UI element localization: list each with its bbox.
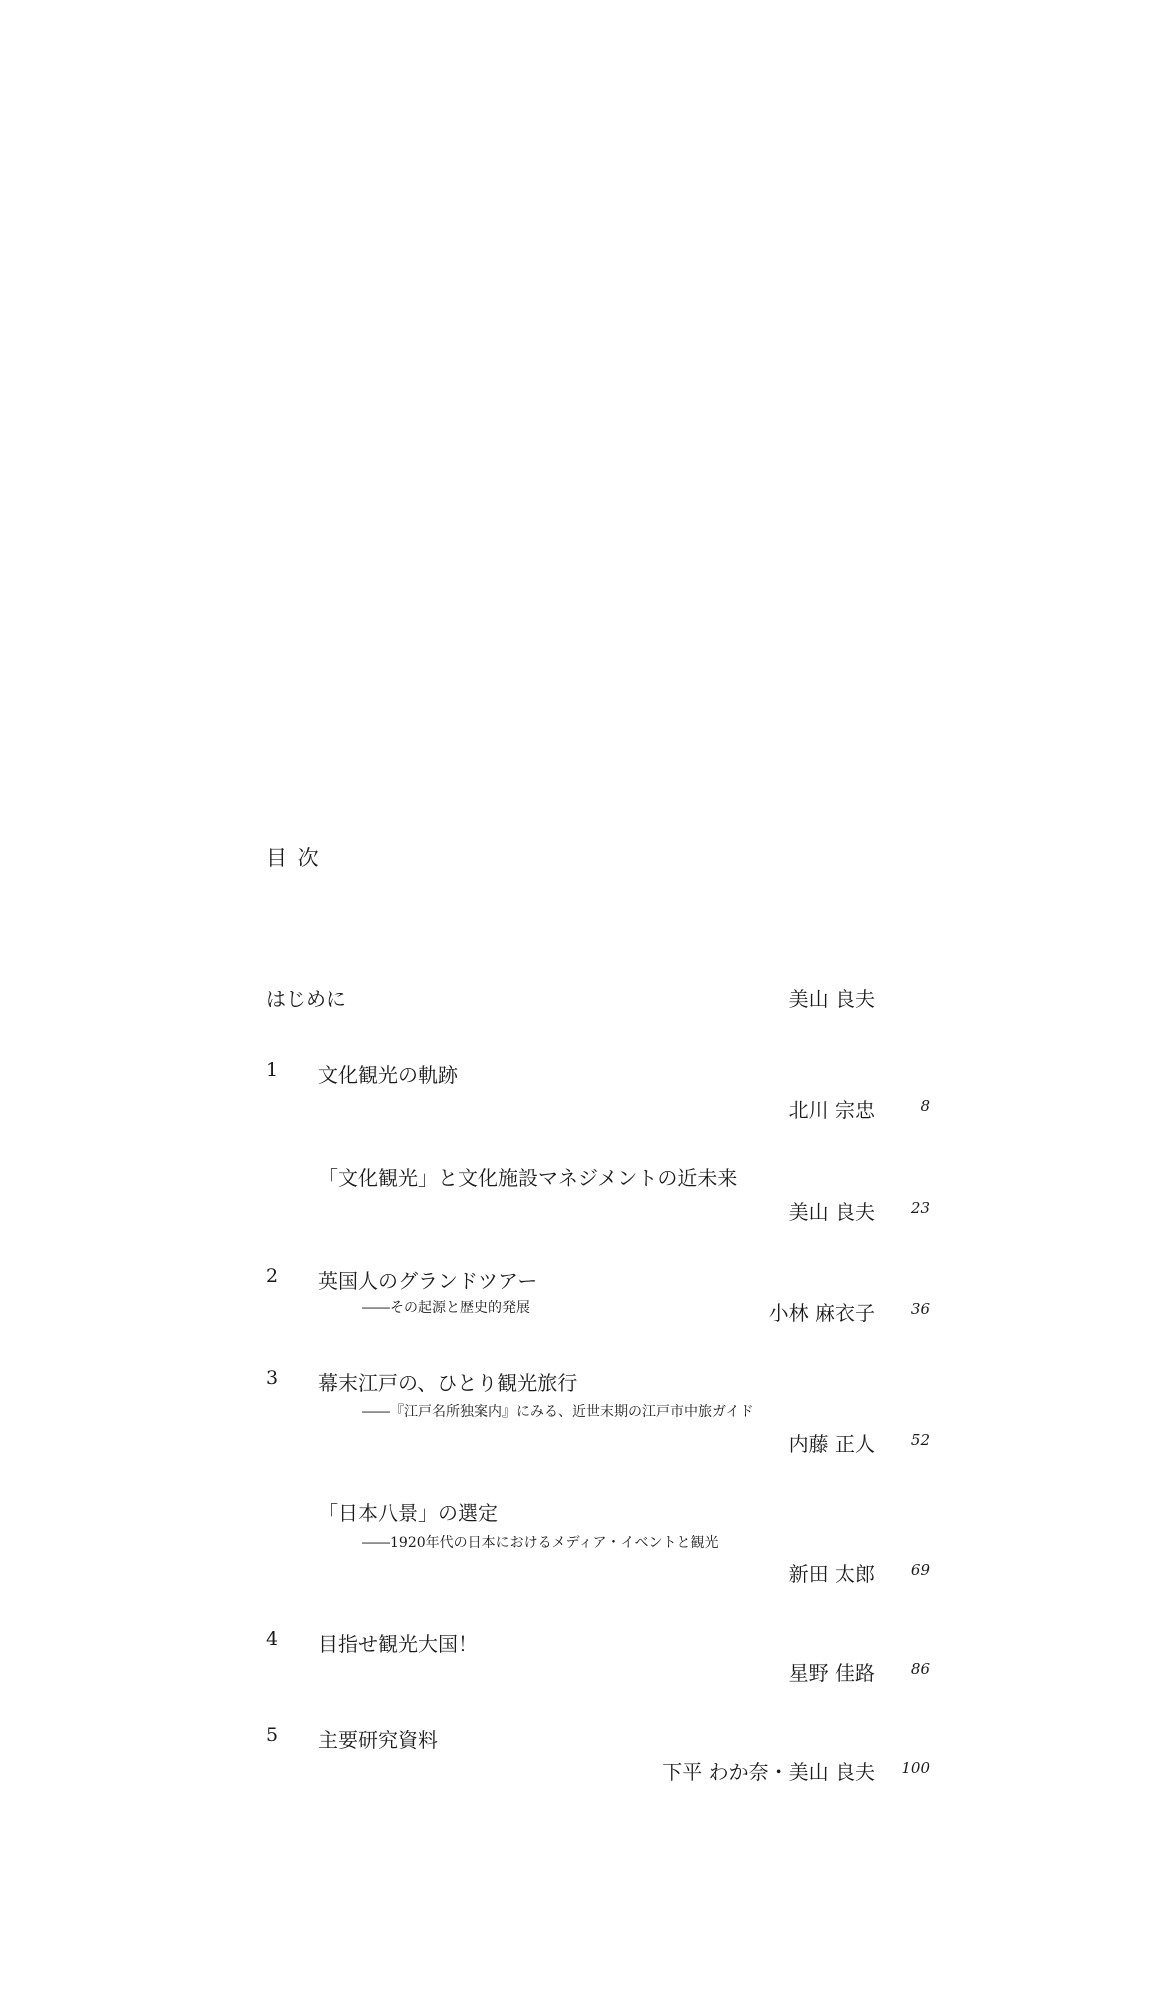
toc-entry-page: 86 <box>910 1660 930 1678</box>
toc-entry-title-row <box>0 1724 1150 1754</box>
toc-entry-author-row <box>0 1558 1150 1588</box>
toc-entry-author: 内藤 正人 <box>788 1432 875 1456</box>
toc-entry-author-row <box>0 1657 1150 1687</box>
toc-entry-page: 69 <box>910 1561 930 1579</box>
toc-entry-title-row <box>0 1162 1150 1192</box>
toc-entry-page: 36 <box>910 1300 930 1318</box>
toc-entry-author: 星野 佳路 <box>788 1661 875 1685</box>
toc-entry-title-row <box>0 1628 1150 1658</box>
toc-entry-author: 北川 宗忠 <box>788 1098 875 1122</box>
toc-entry-title-row <box>0 1367 1150 1397</box>
toc-entry-title: 幕末江戸の、ひとり観光旅行 <box>318 1371 578 1395</box>
toc-entry-number: 3 <box>266 1367 279 1389</box>
toc-entry-subtitle: ――1920年代の日本におけるメディア・イベントと観光 <box>362 1535 719 1551</box>
toc-entry-subtitle-row <box>0 1401 1150 1431</box>
toc-entry-author-row <box>0 1196 1150 1226</box>
toc-entry-author: 下平 わか奈・美山 良夫 <box>662 1760 875 1784</box>
toc-entry-author: 美山 良夫 <box>788 1200 875 1224</box>
toc-entry-number: 1 <box>266 1059 279 1081</box>
toc-entry-title: はじめに <box>266 987 346 1011</box>
toc-entry-page: 23 <box>910 1199 930 1217</box>
toc-entry-author: 美山 良夫 <box>788 987 875 1011</box>
toc-entry-number: 4 <box>266 1628 279 1650</box>
toc-entry-subtitle: ――その起源と歴史的発展 <box>362 1300 530 1316</box>
toc-entry-page: 8 <box>920 1097 930 1115</box>
toc-entry-title: 文化観光の軌跡 <box>318 1063 458 1087</box>
toc-entry-page: 52 <box>910 1431 930 1449</box>
toc-entry-number: 5 <box>266 1724 279 1746</box>
toc-entry-author: 小林 麻衣子 <box>768 1301 875 1325</box>
toc-entry-number: 2 <box>266 1265 279 1287</box>
toc-entry-subtitle: ――『江戸名所独案内』にみる、近世末期の江戸市中旅ガイド <box>362 1404 754 1420</box>
toc-entry-title: 主要研究資料 <box>318 1728 438 1752</box>
toc-entry-subtitle-author-row <box>0 1297 1150 1327</box>
toc-entry-title-row <box>0 1265 1150 1295</box>
toc-entry-title-row <box>0 1497 1150 1527</box>
toc-intro-row <box>0 983 1150 1013</box>
toc-heading: 目 次 <box>266 846 321 870</box>
toc-entry-author-row <box>0 1094 1150 1124</box>
toc-entry-title-row <box>0 1059 1150 1089</box>
toc-entry-title: 目指せ観光大国！ <box>318 1632 478 1656</box>
toc-entry-title: 「日本八景」の選定 <box>318 1501 498 1525</box>
toc-entry-author-row <box>0 1756 1150 1786</box>
toc-entry-title: 「文化観光」と文化施設マネジメントの近未来 <box>318 1166 738 1190</box>
toc-entry-author-row <box>0 1428 1150 1458</box>
toc-entry-author: 新田 太郎 <box>788 1562 875 1586</box>
toc-entry-title: 英国人のグランドツアー <box>318 1269 538 1293</box>
toc-entry-page: 100 <box>901 1759 930 1777</box>
